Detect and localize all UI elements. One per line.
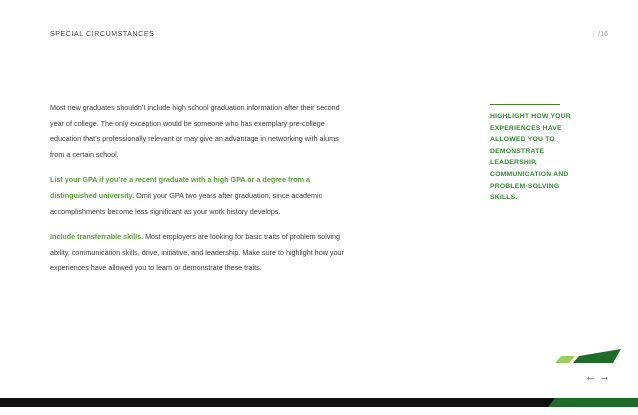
- page-number: [592, 31, 608, 38]
- gpa-lead: List your GPA if you’re a recent graduate with a high GPA or a degree from a distinguished university.: [50, 175, 310, 200]
- stripe-decoration: [555, 349, 625, 369]
- page-navigation: [585, 371, 613, 383]
- main-content: [50, 100, 350, 286]
- callout-rule: [490, 104, 560, 105]
- skills-lead: Include transferrable skills.: [50, 232, 144, 242]
- section-title: SPECIAL CIRCUMSTANCES: [50, 31, 155, 38]
- stripe-light: [555, 356, 575, 363]
- stripe-dark: [573, 349, 621, 363]
- paragraph-transferrable-skills: [50, 229, 350, 276]
- skills-body: Most employers are looking for basic traits of problem solving ability, communication skills, drive, initiative, and leadership. Make sure to highlight how your experiences have allowed you to learn or demonstrate these traits.: [50, 232, 344, 273]
- footer-black-stripe: [0, 398, 638, 407]
- footer-green-stripe: [548, 398, 638, 407]
- arrow-right-icon[interactable]: →: [599, 371, 613, 383]
- paragraph-gpa: [50, 172, 350, 219]
- paragraph-high-school: Most new graduates shouldn’t include high school graduation information after their second year of college. The only exception would be someone who has exemplary pre-college education that’s professionally relevant or may give an advantage in networking with alums from a certain school.: [50, 103, 340, 159]
- footer-stripe-bar: [0, 394, 638, 415]
- page-number-text: /16: [598, 31, 608, 38]
- arrow-left-icon[interactable]: ←: [585, 371, 599, 383]
- gpa-body: Omit your GPA two years after graduation, since academic accomplishments become less significant as your work history develops.: [50, 190, 323, 216]
- callout-text: HIGHLIGHT HOW YOUR EXPERIENCES HAVE ALLOWED YOU TO DEMONSTRATE LEADERSHIP, COMMUNICATION AND PROBLEM-SOLVING SKILLS.: [490, 113, 571, 202]
- header-separator: |: [592, 31, 595, 38]
